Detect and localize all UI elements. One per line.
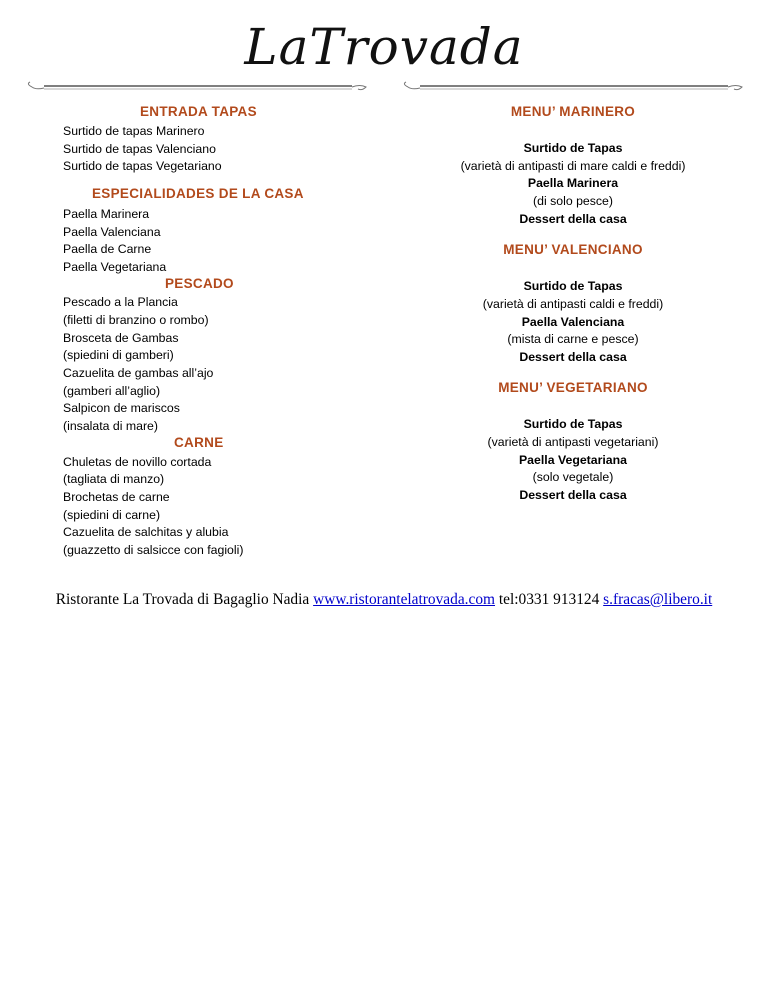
menu-line: Surtido de Tapas — [523, 417, 623, 431]
menu-line: Paella Marinera — [527, 176, 619, 190]
menu-item: Brosceta de Gambas — [63, 331, 179, 345]
menu-line: (di solo pesce) — [533, 194, 613, 208]
restaurant-contact-footer — [0, 591, 768, 609]
menu-item: Surtido de tapas Marinero — [63, 124, 205, 138]
menu-item: Paella de Carne — [63, 242, 152, 256]
left-divider-ornament — [22, 80, 372, 96]
menu-item: Salpicon de mariscos — [63, 401, 180, 415]
menu-line: (mista di carne e pesce) — [507, 332, 639, 346]
menu-item: (tagliata di manzo) — [63, 472, 165, 486]
menu-item: (spiedini di carne) — [63, 508, 161, 522]
menu-line: (varietà di antipasti caldi e freddi) — [482, 297, 664, 311]
menu-item: Surtido de tapas Valenciano — [63, 142, 216, 156]
menu-item: Cazuelita de gambas all’ajo — [63, 366, 214, 380]
section-title-pescado: PESCADO — [165, 276, 234, 291]
menu-item: Brochetas de carne — [63, 490, 170, 504]
menu-title-marinero: MENU’ MARINERO — [510, 104, 636, 119]
menu-title-vegetariano: MENU’ VEGETARIANO — [498, 380, 648, 395]
menu-line: Surtido de Tapas — [523, 141, 623, 155]
menu-line: Dessert della casa — [519, 488, 627, 502]
website-link[interactable]: www.ristorantelatrovada.com — [313, 591, 496, 608]
menu-item: Chuletas de novillo cortada — [63, 455, 212, 469]
menu-item: Cazuelita de salchitas y alubia — [63, 525, 229, 539]
email-link[interactable]: s.fracas@libero.it — [603, 591, 713, 608]
footer-phone: tel:0331 913124 — [495, 591, 604, 608]
menu-item: (gamberi all’aglio) — [63, 384, 161, 398]
menu-line: Dessert della casa — [519, 212, 627, 226]
menu-item: Paella Valenciana — [63, 225, 161, 239]
restaurant-logo: LaTrovada — [244, 18, 524, 76]
menu-item: Surtido de tapas Vegetariano — [63, 159, 222, 173]
section-title-entrada-tapas: ENTRADA TAPAS — [140, 104, 257, 119]
menu-line: Paella Vegetariana — [518, 453, 627, 467]
menu-line: Dessert della casa — [519, 350, 627, 364]
menu-title-valenciano: MENU’ VALENCIANO — [503, 242, 643, 257]
menu-line: Paella Valenciana — [521, 315, 625, 329]
menu-line: Surtido de Tapas — [523, 279, 623, 293]
menu-line: (varietà di antipasti di mare caldi e freddi) — [460, 159, 686, 173]
footer-restaurant-name: Ristorante La Trovada di Bagaglio Nadia — [55, 591, 314, 608]
menu-item: Pescado a la Plancia — [63, 295, 178, 309]
menu-item: (filetti di branzino o rombo) — [63, 313, 209, 327]
menu-line: (solo vegetale) — [532, 470, 614, 484]
menu-item: (insalata di mare) — [63, 419, 158, 433]
menu-line: (varietà di antipasti vegetariani) — [487, 435, 659, 449]
section-title-carne: CARNE — [174, 435, 224, 450]
menu-item: (spiedini di gamberi) — [63, 348, 174, 362]
menu-item: Paella Marinera — [63, 207, 150, 221]
section-title-especialidades: ESPECIALIDADES DE LA CASA — [92, 186, 304, 201]
right-divider-ornament — [398, 80, 748, 96]
menu-item: (guazzetto di salsicce con fagioli) — [63, 543, 244, 557]
menu-item: Paella Vegetariana — [63, 260, 167, 274]
